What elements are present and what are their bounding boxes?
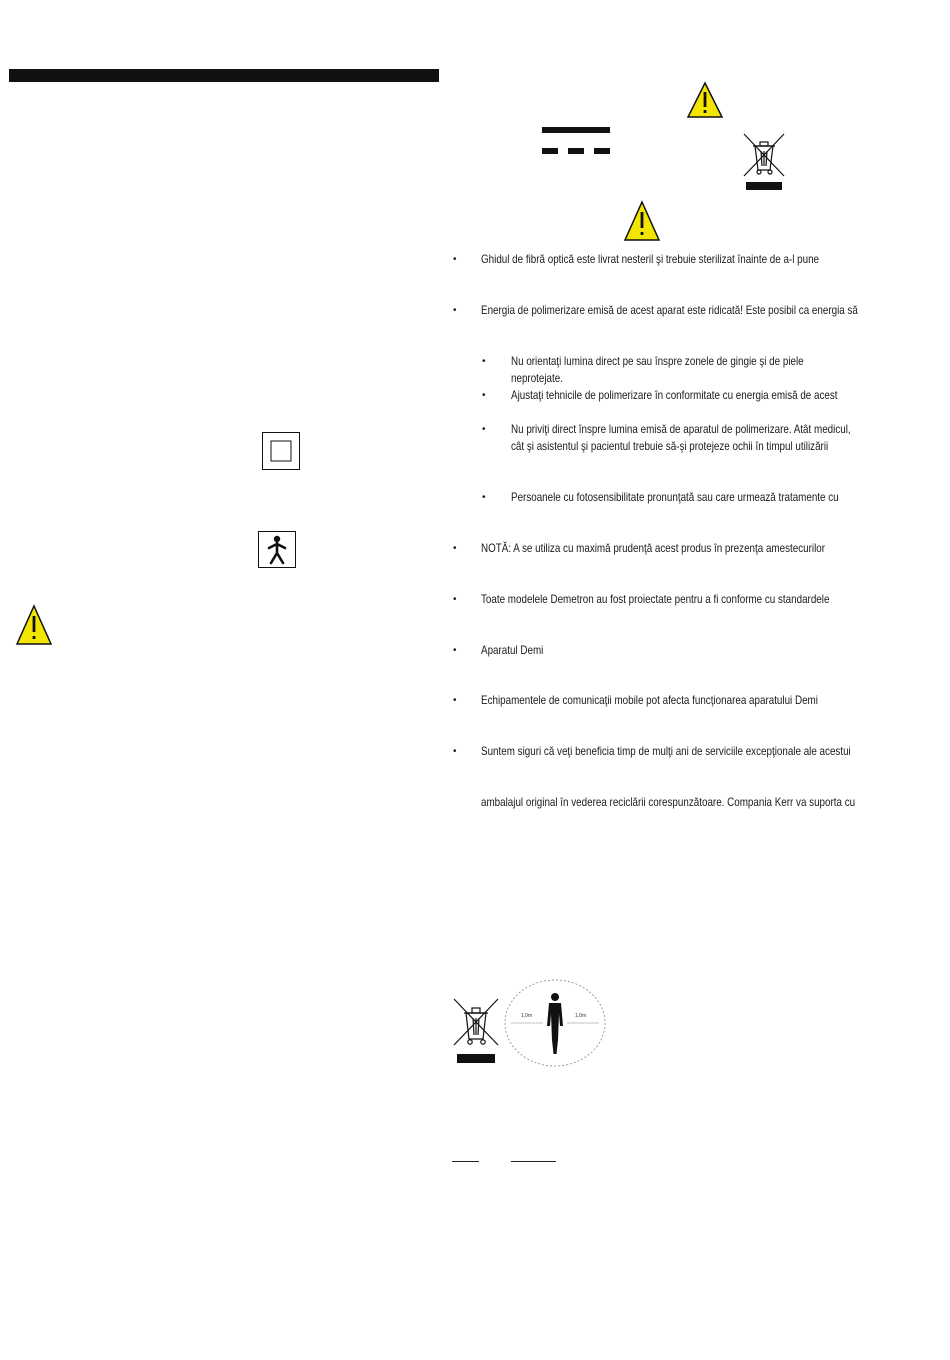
bullet-text: Ghidul de fibră optică este livrat nesteril şi trebuie sterilizat înainte de a-l pune: [481, 252, 820, 266]
distance-label-left: 1,0m: [521, 1013, 533, 1019]
dc-current-icon: [542, 126, 610, 156]
bullet-marker: •: [453, 645, 457, 656]
type-b-applied-part-icon: [258, 531, 296, 568]
double-insulation-icon: [262, 432, 300, 470]
sub-bullet-text: Nu priviţi direct înspre lumina emisă de aparatul de polimerizare. Atât medicul,: [511, 422, 851, 436]
header-rule: [9, 69, 439, 82]
bullet-marker: •: [453, 695, 457, 706]
sub-bullet-marker: •: [482, 390, 486, 401]
warning-triangle-icon: [623, 200, 661, 242]
warning-triangle-icon: [15, 604, 53, 646]
weee-bin-icon: [452, 997, 500, 1065]
bullet-text: Toate modelele Demetron au fost proiectate pentru a fi conforme cu standardele: [481, 592, 830, 606]
bullet-marker: •: [453, 594, 457, 605]
bullet-marker: •: [453, 254, 457, 265]
distance-diagram: [503, 978, 607, 1068]
weee-bin-icon: [742, 132, 786, 192]
bullet-text: Echipamentele de comunicaţii mobile pot afecta funcţionarea aparatului Demi: [481, 693, 818, 707]
bullet-text: NOTĂ: A se utiliza cu maximă prudenţă acest produs în prezenţa amestecurilor: [481, 541, 826, 555]
warning-triangle-icon: [686, 81, 724, 119]
bullet-text: Aparatul Demi: [481, 643, 544, 657]
sub-bullet-text: cât şi asistentul şi pacientul trebuie să-şi protejeze ochii în timpul utilizării: [511, 439, 829, 453]
sub-bullet-text: Persoanele cu fotosensibilitate pronunţată sau care urmează tratamente cu: [511, 490, 839, 504]
footer-rule: [511, 1161, 556, 1162]
bullet-marker: •: [453, 746, 457, 757]
sub-bullet-text: Nu orientaţi lumina direct pe sau înspre zonele de gingie şi de piele: [511, 354, 804, 368]
bullet-text: Suntem siguri că veţi beneficia timp de mulţi ani de serviciile excepţionale ale acestui: [481, 744, 851, 758]
distance-label-right: 1,0m: [575, 1013, 587, 1019]
bullet-text: Energia de polimerizare emisă de acest aparat este ridicată! Este posibil ca energia să: [481, 303, 858, 317]
sub-bullet-marker: •: [482, 492, 486, 503]
footer-rule: [452, 1161, 479, 1162]
bullet-marker: •: [453, 543, 457, 554]
sub-bullet-marker: •: [482, 356, 486, 367]
continuation-text: ambalajul original în vederea reciclării corespunzătoare. Compania Kerr va suporta cu: [481, 795, 856, 809]
sub-bullet-marker: •: [482, 424, 486, 435]
sub-bullet-text: neprotejate.: [511, 371, 563, 385]
bullet-marker: •: [453, 305, 457, 316]
sub-bullet-text: Ajustaţi tehnicile de polimerizare în conformitate cu energia emisă de acest: [511, 388, 838, 402]
